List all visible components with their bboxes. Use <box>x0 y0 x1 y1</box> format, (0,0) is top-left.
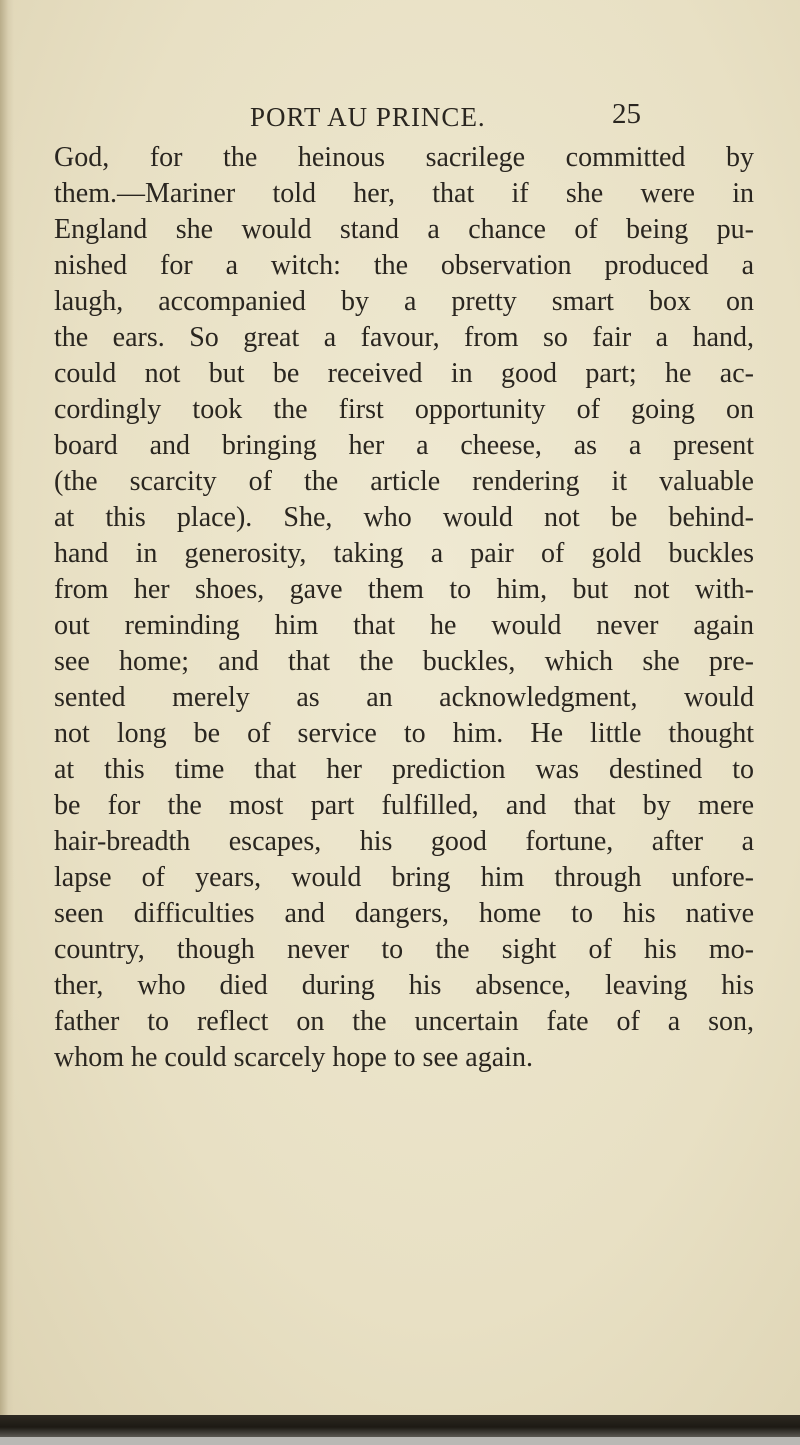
text-line: ther, who died during his absence, leaving his <box>54 970 754 1001</box>
text-line: from her shoes, gave them to him, but not with- <box>54 574 754 605</box>
text-line-final: whom he could scarcely hope to see again. <box>54 1042 533 1073</box>
text-line: at this time that her prediction was destined to <box>54 754 754 785</box>
text-line: see home; and that the buckles, which she pre- <box>54 646 754 677</box>
binding-gutter-shadow <box>0 0 14 1445</box>
running-title: PORT AU PRINCE. <box>250 102 486 132</box>
text-line: country, though never to the sight of his mo- <box>54 934 754 965</box>
text-line: not long be of service to him. He little thought <box>54 718 754 749</box>
text-line: be for the most part fulfilled, and that by mere <box>54 790 754 821</box>
text-line: lapse of years, would bring him through unfore- <box>54 862 754 893</box>
text-line: laugh, accompanied by a pretty smart box on <box>54 286 754 317</box>
text-line: God, for the heinous sacrilege committed by <box>54 142 754 173</box>
text-line: out reminding him that he would never again <box>54 610 754 641</box>
text-line: them.—Mariner told her, that if she were in <box>54 178 754 209</box>
text-line: board and bringing her a cheese, as a present <box>54 430 754 461</box>
scan-bottom-border <box>0 1437 800 1445</box>
text-line: at this place). She, who would not be behind- <box>54 502 754 533</box>
page-number: 25 <box>612 98 641 130</box>
text-line: seen difficulties and dangers, home to his native <box>54 898 754 929</box>
text-line: could not but be received in good part; he ac- <box>54 358 754 389</box>
body-text <box>54 140 754 1076</box>
text-line: the ears. So great a favour, from so fair a hand, <box>54 322 754 353</box>
text-line: (the scarcity of the article rendering it valuable <box>54 466 754 497</box>
text-line: hair-breadth escapes, his good fortune, after a <box>54 826 754 857</box>
text-line: England she would stand a chance of being pu- <box>54 214 754 245</box>
text-line: cordingly took the first opportunity of going on <box>54 394 754 425</box>
page-header <box>0 98 800 142</box>
text-line: hand in generosity, taking a pair of gold buckles <box>54 538 754 569</box>
text-line: nished for a witch: the observation produced a <box>54 250 754 281</box>
text-line: father to reflect on the uncertain fate of a son, <box>54 1006 754 1037</box>
text-line: sented merely as an acknowledgment, would <box>54 682 754 713</box>
